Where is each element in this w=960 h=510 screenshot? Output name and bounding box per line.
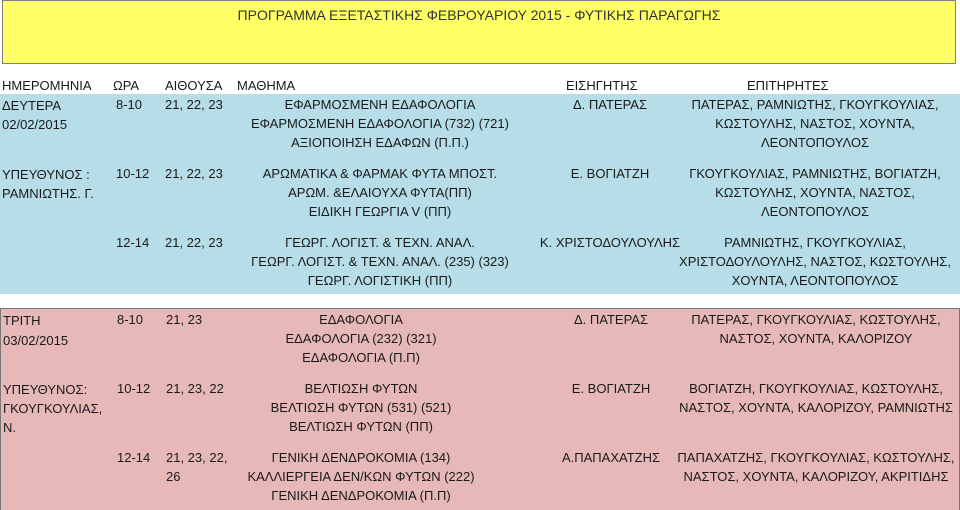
slot-time: 8-10 [116,97,143,112]
header-time: ΩΡΑ [113,78,140,93]
slot-course-2: ΚΑΛΛΙΕΡΓΕΙΑ ΔΕΝ/ΚΩΝ ΦΥΤΩΝ (222) [247,469,475,484]
slot-course-1: ΕΦΑΡΜΟΣΜΕΝΗ ΕΔΑΦΟΛΟΓΙΑ [284,97,476,112]
slot-time: 12-14 [116,235,150,250]
slot-supervisors-3: ΛΕΟΝΤΟΠΟΥΛΟΣ [760,135,870,150]
header-date: ΗΜΕΡΟΜΗΝΙΑ [2,78,92,93]
slot-course-3: ΕΙΔΙΚΗ ΓΕΩΡΓΙΑ V (ΠΠ) [308,204,452,219]
slot-course-2: ΕΔΑΦΟΛΟΓΙΑ (232) (321) [285,331,437,346]
day-block-monday [0,94,960,294]
slot-room: 21, 23, 22, [166,450,228,465]
slot-supervisors-1: ΠΑΠΑΧΑΤΖΗΣ, ΓΚΟΥΓΚΟΥΛΙΑΣ, ΚΩΣΤΟΥΛΗΣ, [677,450,955,465]
header-instructor: ΕΙΣΗΓΗΤΗΣ [566,78,638,93]
responsible-label: ΥΠΕΥΘΥΝΟΣ : [2,167,90,182]
slot-time: 10-12 [117,381,151,396]
slot-room: 21, 23 [166,312,203,327]
slot-course-2: ΕΦΑΡΜΟΣΜΕΝΗ ΕΔΑΦΟΛΟΓΙΑ (732) (721) [251,116,509,131]
slot-course-3: ΓΕΝΙΚΗ ΔΕΝΔΡΟΚΟΜΙΑ (Π.Π) [271,488,451,503]
slot-supervisors-2: ΚΩΣΤΟΥΛΗΣ, ΧΟΥΝΤΑ, ΝΑΣΤΟΣ, [715,185,915,200]
slot-room-2: 26 [166,469,181,484]
slot-course-3: ΒΕΛΤΙΩΣΗ ΦΥΤΩΝ (ΠΠ) [289,419,433,434]
slot-course-1: ΕΔΑΦΟΛΟΓΙΑ [319,312,403,327]
day-name: ΤΡΙΤΗ [3,313,41,328]
header-supervisor: ΕΠΙΤΗΡΗΤΕΣ [747,78,829,93]
slot-time: 10-12 [116,166,150,181]
slot-instructor: Α.ΠΑΠΑΧΑΤΖΗΣ [561,450,661,465]
slot-course-3: ΓΕΩΡΓ. ΛΟΓΙΣΤΙΚΗ (ΠΠ) [307,273,453,288]
slot-supervisors-1: ΠΑΤΕΡΑΣ, ΓΚΟΥΓΚΟΥΛΙΑΣ, ΚΩΣΤΟΥΛΗΣ, [691,312,941,327]
day-date: 02/02/2015 [2,117,68,132]
slot-room: 21, 22, 23 [165,166,223,181]
slot-course-1: ΒΕΛΤΙΩΣΗ ΦΥΤΩΝ [304,381,418,396]
slot-room: 21, 22, 23 [165,97,223,112]
day-name: ΔΕΥΤΕΡΑ [2,98,62,113]
slot-room: 21, 23, 22 [166,381,224,396]
title-banner [2,0,956,64]
slot-instructor: Ε. ΒΟΓΙΑΤΖΗ [570,166,650,181]
day-date: 03/02/2015 [3,333,69,348]
slot-supervisors-2: ΝΑΣΤΟΣ, ΧΟΥΝΤΑ, ΚΑΛΟΡΙΖΟΥ, ΡΑΜΝΙΩΤΗΣ [679,400,953,415]
slot-supervisors-2: ΝΑΣΤΟΣ, ΧΟΥΝΤΑ, ΚΑΛΟΡΙΖΟΥ [719,331,913,346]
slot-supervisors-3: ΧΟΥΝΤΑ, ΛΕΟΝΤΟΠΟΥΛΟΣ [731,273,899,288]
slot-supervisors-1: ΠΑΤΕΡΑΣ, ΡΑΜΝΙΩΤΗΣ, ΓΚΟΥΓΚΟΥΛΙΑΣ, [691,97,939,112]
slot-supervisors-2: ΝΑΣΤΟΣ, ΧΟΥΝΤΑ, ΚΑΛΟΡΙΖΟΥ, ΑΚΡΙΤΙΔΗΣ [683,469,949,484]
slot-course-3: ΑΞΙΟΠΟΙΗΣΗ ΕΔΑΦΩΝ (Π.Π.) [291,135,469,150]
slot-course-2: ΑΡΩΜ. &ΕΛΑΙΟΥΧΑ ΦΥΤΑ(ΠΠ) [288,185,472,200]
slot-course-2: ΒΕΛΤΙΩΣΗ ΦΥΤΩΝ (531) (521) [270,400,452,415]
slot-supervisors-2: ΧΡΙΣΤΟΔΟΥΛΟΥΛΗΣ, ΝΑΣΤΟΣ, ΚΩΣΤΟΥΛΗΣ, [679,254,951,269]
slot-instructor: Δ. ΠΑΤΕΡΑΣ [573,312,649,327]
slot-supervisors-1: ΒΟΓΙΑΤΖΗ, ΓΚΟΥΓΚΟΥΛΙΑΣ, ΚΩΣΤΟΥΛΗΣ, [689,381,943,396]
slot-supervisors-1: ΓΚΟΥΓΚΟΥΛΙΑΣ, ΡΑΜΝΙΩΤΗΣ, ΒΟΓΙΑΤΖΗ, [689,166,941,181]
header-room: ΑΙΘΟΥΣΑ [165,78,223,93]
slot-room: 21, 22, 23 [165,235,223,250]
header-course: ΜΑΘΗΜΑ [237,78,296,93]
slot-supervisors-3: ΛΕΟΝΤΟΠΟΥΛΟΣ [760,204,870,219]
responsible-name: ΡΑΜΝΙΩΤΗΣ. Γ. [2,186,94,201]
slot-instructor: Ε. ΒΟΓΙΑΤΖΗ [571,381,651,396]
slot-instructor: Κ. ΧΡΙΣΤΟΔΟΥΛΟΥΛΗΣ [539,235,681,250]
responsible-initial: Ν. [3,420,16,435]
day-block-tuesday [0,308,960,510]
slot-course-1: ΓΕΝΙΚΗ ΔΕΝΔΡΟΚΟΜΙΑ (134) [271,450,451,465]
divider [0,294,960,308]
slot-course-1: ΓΕΩΡΓ. ΛΟΓΙΣΤ. & ΤΕΧΝ. ΑΝΑΛ. [285,235,475,250]
slot-course-2: ΓΕΩΡΓ. ΛΟΓΙΣΤ. & ΤΕΧΝ. ΑΝΑΛ. (235) (323) [251,254,509,269]
slot-instructor: Δ. ΠΑΤΕΡΑΣ [572,97,648,112]
responsible-label: ΥΠΕΥΘΥΝΟΣ: [3,382,88,397]
slot-course-3: ΕΔΑΦΟΛΟΓΙΑ (Π.Π) [302,350,420,365]
page-title: ΠΡΟΓΡΑΜΜΑ ΕΞΕΤΑΣΤΙΚΗΣ ΦΕΒΡΟΥΑΡΙΟΥ 2015 - ΦΥΤΙΚΗΣ ΠΑΡΑΓΩΓΗΣ [237,7,721,23]
slot-time: 12-14 [117,450,151,465]
slot-course-1: ΑΡΩΜΑΤΙΚΑ & ΦΑΡΜΑΚ ΦΥΤΑ ΜΠΟΣΤ. [262,166,498,181]
table-header [0,64,960,94]
slot-supervisors-1: ΡΑΜΝΙΩΤΗΣ, ΓΚΟΥΓΚΟΥΛΙΑΣ, [724,235,906,250]
slot-time: 8-10 [117,312,144,327]
slot-supervisors-2: ΚΩΣΤΟΥΛΗΣ, ΝΑΣΤΟΣ, ΧΟΥΝΤΑ, [715,116,915,131]
responsible-name: ΓΚΟΥΓΚΟΥΛΙΑΣ, [3,401,103,416]
